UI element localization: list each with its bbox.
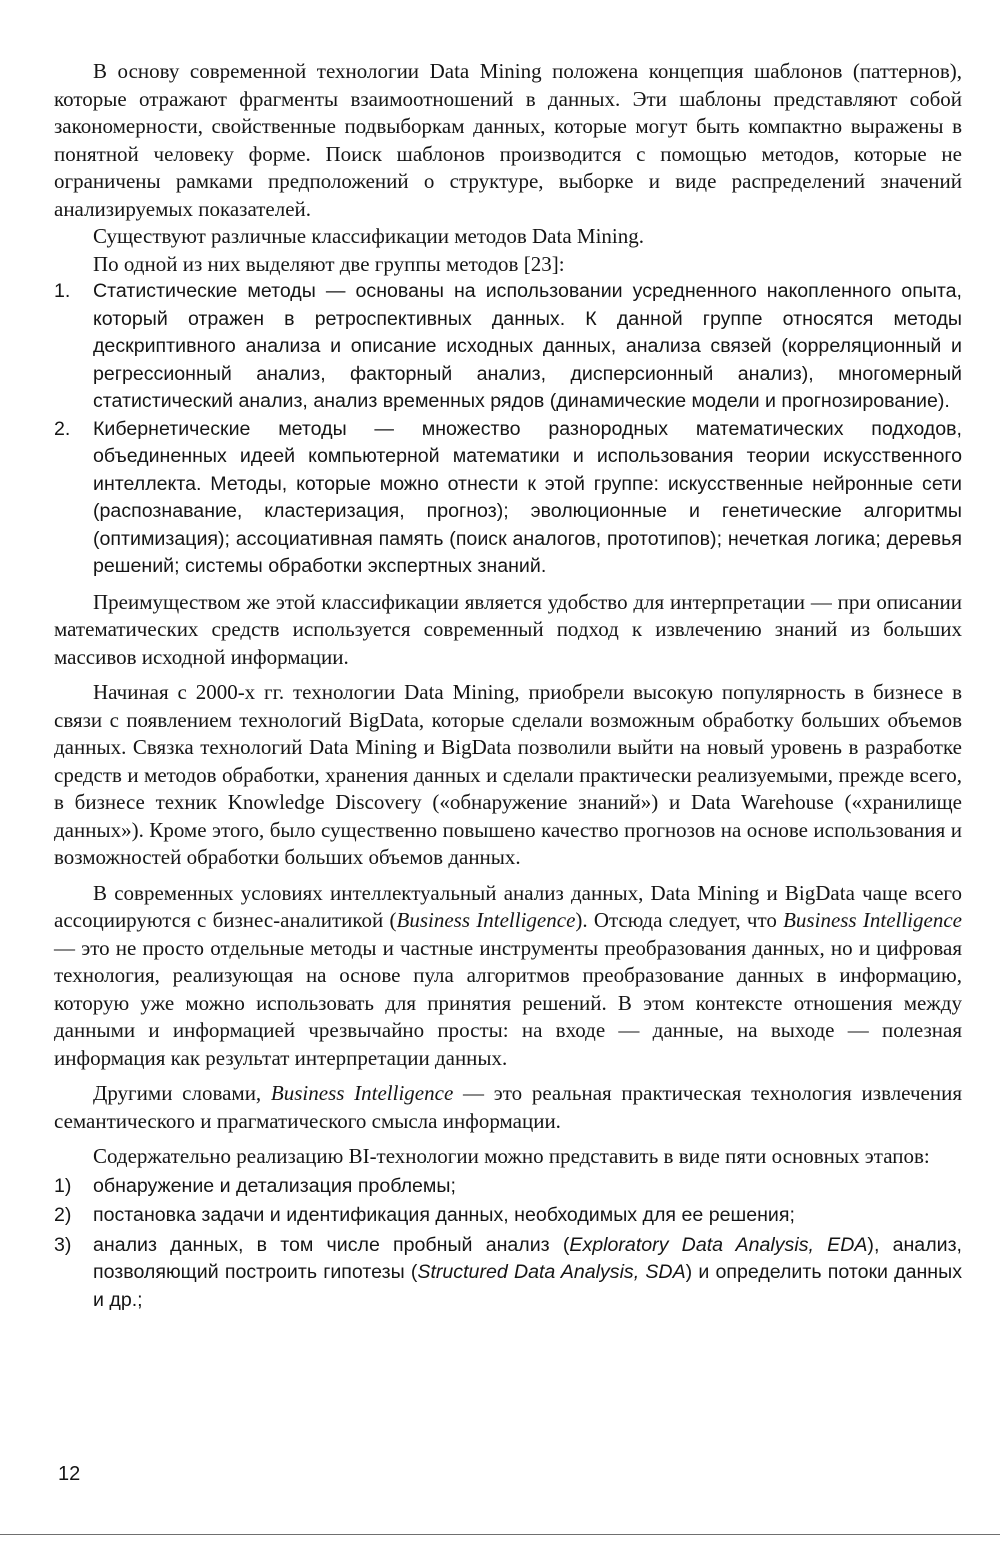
text-run: ) и определить потоки данных и др.; — [93, 1261, 963, 1311]
paragraph-other-words — [54, 1080, 962, 1135]
list-number: 2. — [54, 417, 71, 440]
list-text — [93, 1232, 962, 1315]
list-text: постановка задачи и идентификация данных, необходимых для ее решения; — [93, 1204, 795, 1226]
text-run: ). Отсюда следует, что — [575, 908, 784, 932]
bottom-rule — [0, 1534, 1000, 1535]
document-page — [54, 58, 962, 1314]
list-item-cybernetic-methods — [54, 416, 962, 581]
list-item-stage-2 — [54, 1202, 962, 1230]
italic-term: Structured Data Analysis, SDA — [417, 1261, 686, 1283]
text-run: Другими словами, — [93, 1081, 271, 1105]
paragraph-business-intelligence — [54, 880, 962, 1073]
list-number: 3) — [54, 1233, 72, 1256]
italic-term: Business Intelligence — [783, 908, 962, 932]
text-run: анализ данных, в том числе пробный анализ ( — [93, 1233, 570, 1256]
list-item-stage-3 — [54, 1232, 962, 1315]
text-run: В современных условиях интеллектуальный анализ данных, Data Mining и BigData чаще всего ассоциируются с бизнес-аналитикой ( — [54, 880, 962, 932]
text-run: — это не просто отдельные методы и частные инструменты преобразования данных, но и цифровая технология, реализующая на основе пула алгоритмов преобразование данных в информацию, которую уже можно использовать для принятия решений. В этом контексте отношения между данными и информацией чрезвычайно просты: на входе — данные, на выходе — полезная информация как результат интерпретации данных. — [54, 935, 962, 1070]
italic-term: Business Intelligence — [270, 1081, 454, 1105]
text-run: — это реальная практическая технология извлечения семантического и прагматического смысла информации. — [54, 1081, 963, 1133]
italic-term: Exploratory Data Analysis, EDA — [569, 1233, 868, 1256]
paragraph-advantage: Преимуществом же этой классификации является удобство для интерпретации — при описании математических средств используется современный подход к извлечению знаний из больших массивов исходной информации. — [54, 589, 962, 669]
paragraph-data-mining-patterns: В основу современной технологии Data Mining положена концепция шаблонов (паттернов), которые отражают фрагменты взаимоотношений в данных. Эти шаблоны представляют собой закономерности, свойственные подвыборкам данных, которые могут быть компактно выражены в понятной человеку форме. Поиск шаблонов производится с помощью методов, которые не ограничены рамками предположений о структуре, выборке и виде распределений значений анализируемых показателей. — [54, 59, 962, 221]
list-item-statistical-methods — [54, 278, 962, 416]
paragraph-classifications: Существуют различные классификации методов Data Mining. — [93, 224, 644, 248]
list-text: Статистические методы — основаны на использовании усредненного накопленного опыта, который отражен в ретроспективных данных. К данной группе относятся методы дескриптивного анализа и описание исходных данных, анализа связей (корреляционный и регрессионный анализ, факторный анализ, дисперсионный анализ), многомерный статистический анализ, анализ временных рядов (динамические модели и прогнозирование). — [93, 280, 962, 412]
page-number: 12 — [58, 1463, 81, 1485]
italic-term: Business Intelligence — [396, 908, 576, 932]
paragraph-bi-stages: Содержательно реализацию BI-технологии можно представить в виде пяти основных этапов: — [93, 1144, 930, 1168]
list-text: Кибернетические методы — множество разнородных математических подходов, объединенных идеей компьютерной математики и использования теории искусственного интеллекта. Методы, которые можно отнести к этой группе: искусственные нейронные сети (распознавание, кластеризация, прогноз); эволюционные и генетические алгоритмы (оптимизация); ассоциативная память (поиск аналогов, прототипов); нечеткая логика; деревья решений; системы обработки экспертных знаний. — [93, 417, 962, 577]
text-run: ), анализ, позволяющий построить гипотезы ( — [93, 1233, 963, 1283]
list-text: обнаружение и детализация проблемы; — [93, 1174, 456, 1197]
list-number: 2) — [54, 1204, 72, 1226]
paragraph-two-groups: По одной из них выделяют две группы методов [23]: — [93, 251, 565, 276]
list-number: 1. — [54, 280, 71, 302]
list-number: 1) — [54, 1174, 72, 1197]
list-item-stage-1 — [54, 1173, 962, 1201]
paragraph-bigdata: Начиная с 2000-х гг. технологии Data Mining, приобрели высокую популярность в бизнесе в связи с появлением технологий BigData, которые сделали возможным обработку больших объемов данных. Связка технологий Data Mining и BigData позволили выйти на новый уровень в разработке средств и методов обработки, хранения данных и сделали практически реализуемыми, прежде всего, в бизнесе техник Knowledge Discovery («обнаружение знаний») и Data Warehouse («хранилище данных»). Кроме этого, было существенно повышено качество прогнозов на основе использования и возможностей обработки больших объемов данных. — [54, 680, 962, 869]
